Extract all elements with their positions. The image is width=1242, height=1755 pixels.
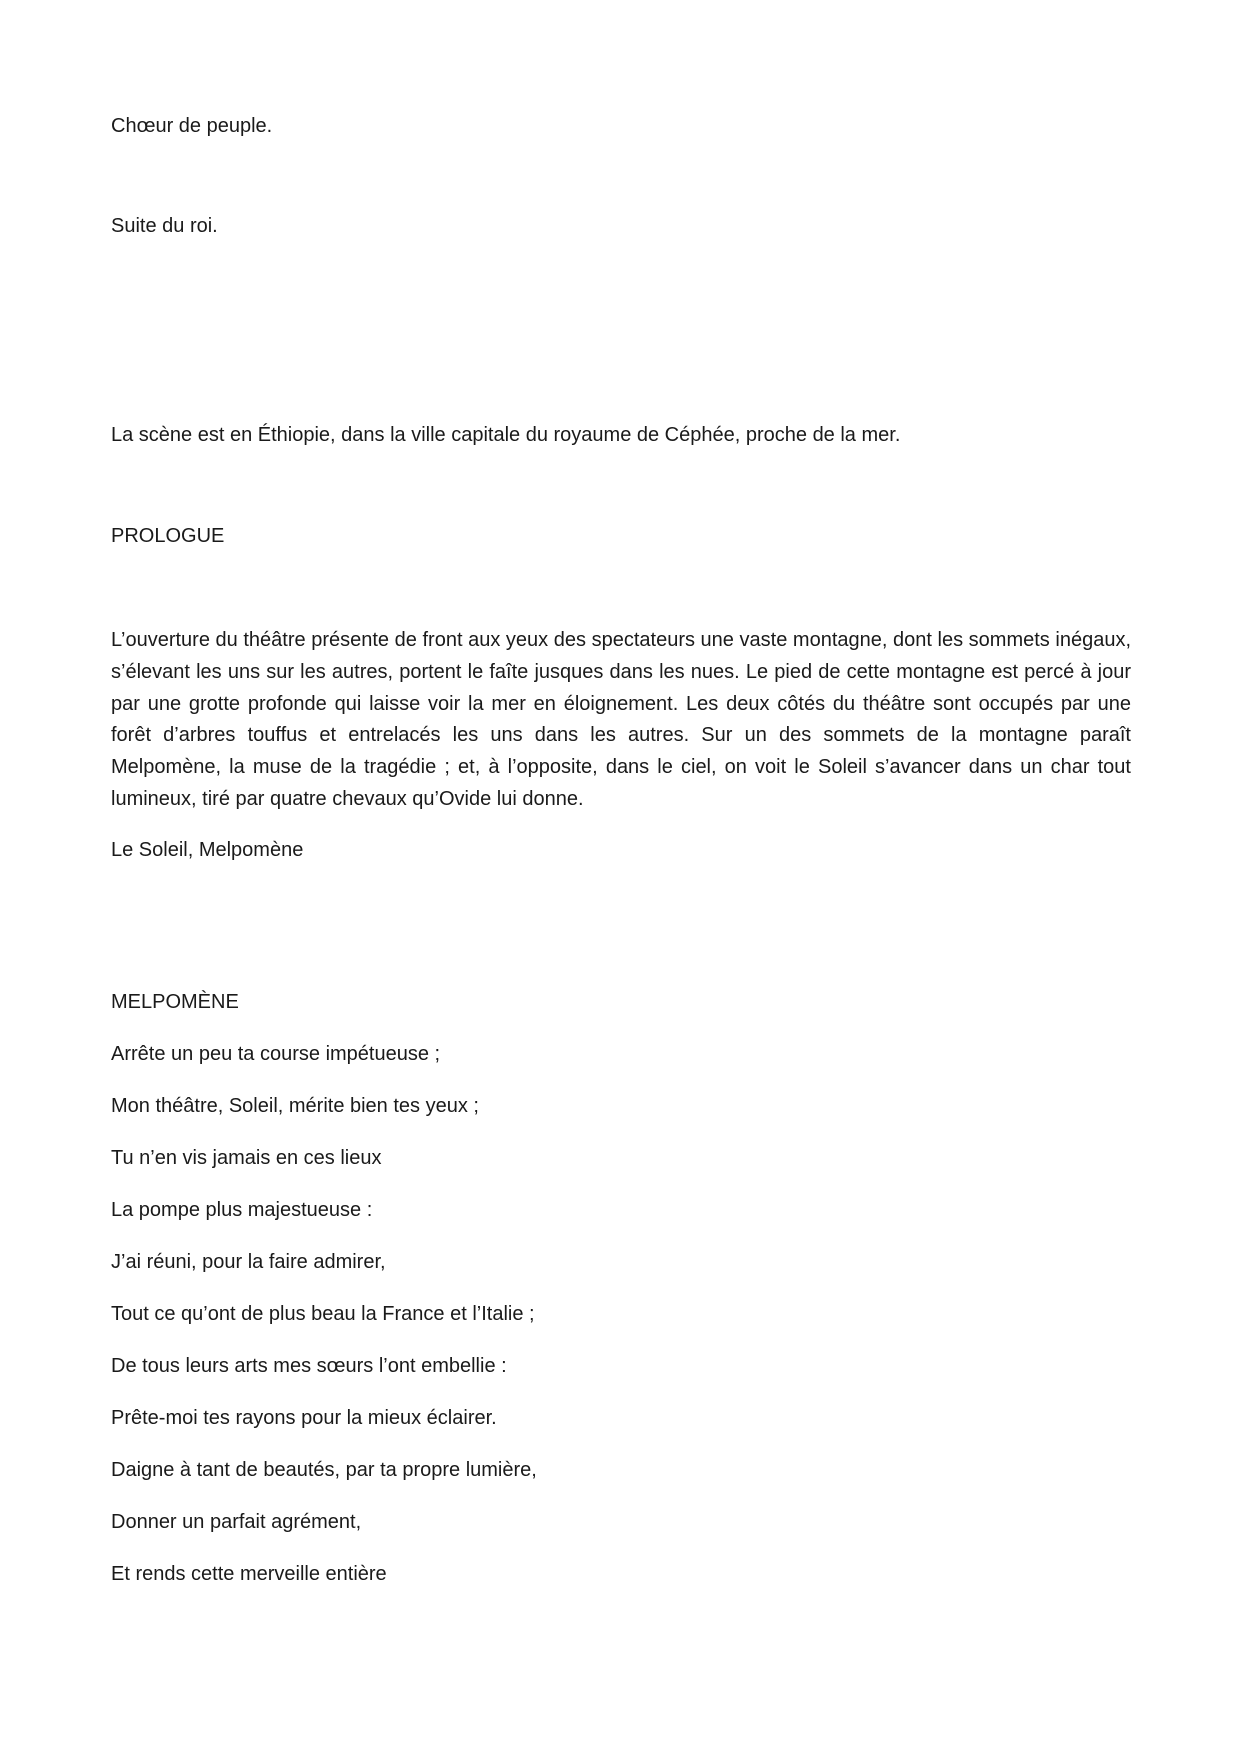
setting-line: La scène est en Éthiopie, dans la ville capitale du royaume de Céphée, proche de la mer. [111,424,901,446]
verse-line: J’ai réuni, pour la faire admirer, [111,1251,386,1273]
characters-line: Le Soleil, Melpomène [111,839,304,861]
verse-line: Tout ce qu’ont de plus beau la France et l’Italie ; [111,1303,535,1325]
verse-line: La pompe plus majestueuse : [111,1199,373,1221]
verse-line: Tu n’en vis jamais en ces lieux [111,1147,382,1169]
speaker-name: MELPOMÈNE [111,991,239,1013]
cast-suite: Suite du roi. [111,215,218,237]
verse-line: Et rends cette merveille entière [111,1563,387,1585]
verse-line: Mon théâtre, Soleil, mérite bien tes yeux ; [111,1095,479,1117]
prologue-heading: PROLOGUE [111,525,225,547]
stage-direction: L’ouverture du théâtre présente de front aux yeux des spectateurs une vaste montagne, dont les sommets inégaux, s’élevant les uns sur les autres, portent le faîte jusques dans les nues. Le pied de cette montagne est percé à jour par une grotte profonde qui laisse voir la mer en éloignement. Les deux côtés du théâtre sont occupés par une forêt d’arbres touffus et entrelacés les uns dans les autres. Sur un des sommets de la montagne paraît Melpomène, la muse de la tragédie ; et, à l’opposite, dans le ciel, on voit le Soleil s’avancer dans un char tout lumineux, tiré par quatre chevaux qu’Ovide lui donne. [111,629,1131,810]
verse-line: De tous leurs arts mes sœurs l’ont embellie : [111,1355,507,1377]
verse-line: Daigne à tant de beautés, par ta propre lumière, [111,1459,537,1481]
verse-line: Prête‑moi tes rayons pour la mieux éclairer. [111,1407,497,1429]
cast-choeur: Chœur de peuple. [111,115,273,137]
verse-line: Donner un parfait agrément, [111,1511,362,1533]
verse-line: Arrête un peu ta course impétueuse ; [111,1043,441,1065]
